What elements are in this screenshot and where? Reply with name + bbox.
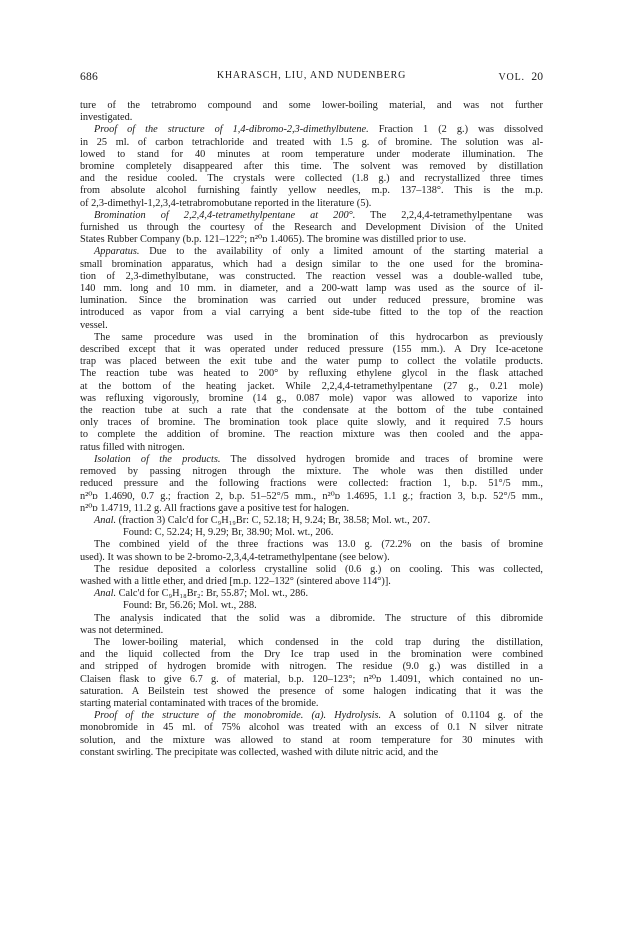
text-line xyxy=(80,722,543,734)
text-line xyxy=(80,246,543,258)
text-line xyxy=(80,100,543,112)
line-text: Found: Br, 56.26; Mol. wt., 288. xyxy=(123,600,257,612)
text-line xyxy=(80,478,543,490)
paragraph-p7 xyxy=(80,527,543,539)
text-line xyxy=(80,356,543,368)
paragraph-p0 xyxy=(80,100,543,124)
line-text: of 2,3-dimethyl-1,2,3,4-tetrabromobutane reported in the literature (5). xyxy=(80,197,372,209)
line-text: the reaction tube at such a rate that the condensate at the bottom of the tube contained xyxy=(80,405,543,417)
line-text: at the bottom of the heating jacket. While 2,2,4,4-tetramethylpentane (27 g., 0.21 mole) xyxy=(80,380,543,392)
line-text: furnished us through the courtesy of the Research and Development Division of the United xyxy=(80,222,543,234)
line-text: removed by passing nitrogen through the mixture. The whole was then distilled under xyxy=(80,466,543,478)
text-line xyxy=(80,234,543,246)
line-text: tion of 2,3-dimethylbutane, was constructed. The reaction vessel was a double-walled tube, xyxy=(80,270,543,282)
text-line xyxy=(80,710,543,722)
text-line xyxy=(80,613,543,625)
line-text: The combined yield of the three fractions was 13.0 g. (72.2% on the basis of bromine xyxy=(94,539,543,551)
running-header xyxy=(80,70,543,86)
text-line xyxy=(80,625,543,637)
line-text: monobromide in 45 ml. of 75% alcohol was treated with an excess of 0.1 N silver nitrate xyxy=(80,722,543,734)
text-line xyxy=(80,210,543,222)
paragraph-p4 xyxy=(80,332,543,454)
run-in-heading: Isolation of the products. xyxy=(94,453,221,465)
text-line xyxy=(80,429,543,441)
text-line xyxy=(80,515,543,527)
text-line xyxy=(80,600,543,612)
text-line xyxy=(80,539,543,551)
line-text: Found: C, 52.24; H, 9.29; Br, 38.90; Mol. wt., 206. xyxy=(123,527,334,539)
text-line xyxy=(80,259,543,271)
line-text: ture of the tetrabromo compound and some lower-boiling material, and was not further xyxy=(80,100,543,111)
text-line xyxy=(80,442,543,454)
line-text: The 2,2,4,4-tetramethylpentane was xyxy=(355,209,543,221)
text-line xyxy=(80,344,543,356)
line-text: Fraction 1 (2 g.) was dissolved xyxy=(368,124,543,136)
run-in-heading: Apparatus. xyxy=(94,246,140,258)
line-text: was refluxing vigorously, bromine (14 g., 0.087 mole) vapor was allowed to vaporize into xyxy=(80,392,543,404)
text-line xyxy=(80,137,543,149)
volume-number: 20 xyxy=(531,70,543,83)
text-line xyxy=(80,564,543,576)
text-line xyxy=(80,295,543,307)
line-text: (fraction 3) Calc'd for C₉H₁₉Br: C, 52.18; H, 9.24; Br, 38.58; Mol. wt., 207. xyxy=(116,514,431,526)
line-text: vessel. xyxy=(80,319,108,331)
running-header-authors: KHARASCH, LIU, AND NUDENBERG xyxy=(216,70,407,81)
text-line xyxy=(80,686,543,698)
line-text: lowed to stand for 40 minutes at room temperature under moderate illumination. The xyxy=(80,148,543,160)
text-line xyxy=(80,112,543,124)
text-line xyxy=(80,735,543,747)
text-line xyxy=(80,198,543,210)
paragraph-p13 xyxy=(80,637,543,710)
text-line xyxy=(80,491,543,503)
text-line xyxy=(80,332,543,344)
line-text: reduced pressure and the following fractions were collected: fraction 1, b.p. 51°/5 mm., xyxy=(80,478,543,490)
line-text: only traces of bromine. The bromination took place quite slowly, and it required 7.5 hours xyxy=(80,417,543,429)
line-text: A solution of 0.1104 g. of the xyxy=(381,710,543,722)
line-text: The lower-boiling material, which condensed in the cold trap during the distillation, xyxy=(94,636,543,648)
run-in-heading: Anal. xyxy=(94,588,117,600)
text-line xyxy=(80,588,543,600)
line-text: used). It was shown to be 2-bromo-2,3,4,4-tetramethylpentane (see below). xyxy=(80,551,390,563)
line-text: and the liquid collected from the Dry Ice trap used in the bromination were combined xyxy=(80,649,543,661)
text-line xyxy=(80,503,543,515)
article-body xyxy=(80,100,543,759)
paragraph-p12 xyxy=(80,613,543,637)
line-text: n²⁰ᴅ 1.4690, 0.7 g.; fraction 2, b.p. 51–52°/5 mm., n²⁰ᴅ 1.4695, 1.1 g.; fraction 3, b.p. 52°/5 mm., xyxy=(80,490,543,502)
text-line xyxy=(80,393,543,405)
paragraph-p5 xyxy=(80,454,543,515)
line-text: in 25 ml. of carbon tetrachloride and treated with 1.5 g. of bromine. The solution was al- xyxy=(80,136,543,148)
line-text: lumination. Since the bromination was carried out under reduced pressure, bromine was xyxy=(80,295,543,307)
line-text: to complete the addition of bromine. The reaction mixture was then cooled and the appa- xyxy=(80,429,543,441)
line-text: ratus filled with nitrogen. xyxy=(80,441,185,453)
text-line xyxy=(80,649,543,661)
line-text: Due to the availability of only a limited amount of the starting material a xyxy=(139,246,543,258)
run-in-heading: Proof of the structure of the monobromide. (a). Hydrolysis. xyxy=(94,710,382,722)
line-text: bromine completely disappeared after this time. The solvent was removed by distillation xyxy=(80,161,543,173)
line-text: Calc'd for C₉H₁₈Br₂: Br, 55.87; Mol. wt., 286. xyxy=(116,588,309,600)
text-line xyxy=(80,173,543,185)
line-text: 140 mm. long and 10 mm. in diameter, and a 200-watt lamp was used as the source of il- xyxy=(80,283,543,295)
line-text: Claisen flask to give 6.7 g. of material, b.p. 120–123°; n²⁰ᴅ 1.4091, which contained no un- xyxy=(80,673,543,685)
text-line xyxy=(80,320,543,332)
line-text: The analysis indicated that the solid was a dibromide. The structure of this dibromide xyxy=(94,612,543,624)
paragraph-p3 xyxy=(80,246,543,331)
text-line xyxy=(80,552,543,564)
line-text: and the residue cooled. The crystals were collected (1.8 g.) and recrystallized three times xyxy=(80,173,543,185)
page-number: 686 xyxy=(80,70,98,83)
text-line xyxy=(80,747,543,759)
line-text: from absolute alcohol furnishing faintly yellow needles, m.p. 137–138°. This is the m.p. xyxy=(80,185,543,197)
text-line xyxy=(80,661,543,673)
text-line xyxy=(80,466,543,478)
text-line xyxy=(80,417,543,429)
paragraph-p10 xyxy=(80,588,543,600)
line-text: solution, and the mixture was allowed to stand at room temperature for 30 minutes with xyxy=(80,734,543,746)
line-text: n²⁰ᴅ 1.4719, 11.2 g. All fractions gave a positive test for halogen. xyxy=(80,502,350,514)
text-line xyxy=(80,405,543,417)
text-line xyxy=(80,271,543,283)
line-text: The residue deposited a colorless crystalline solid (0.6 g.) on cooling. This was collected, xyxy=(94,563,543,575)
line-text: and stripped of hydrogen bromide with nitrogen. The residue (9.0 g.) was distilled in a xyxy=(80,661,543,673)
volume-label xyxy=(499,70,543,83)
volume-label-text: VOL. xyxy=(498,72,525,83)
text-line xyxy=(80,674,543,686)
line-text: trap was placed between the exit tube and the water pump to collect the volatile products. xyxy=(80,356,543,368)
line-text: The same procedure was used in the bromination of this hydrocarbon as previously xyxy=(94,331,543,343)
paragraph-p1 xyxy=(80,124,543,209)
text-line xyxy=(80,637,543,649)
line-text: starting material contaminated with traces of the bromide. xyxy=(80,697,319,709)
text-line xyxy=(80,283,543,295)
text-line xyxy=(80,222,543,234)
line-text: small bromination apparatus, which had a design similar to the one used for the bromina- xyxy=(80,258,543,270)
text-line xyxy=(80,368,543,380)
text-line xyxy=(80,161,543,173)
line-text: washed with a little ether, and dried [m.p. 122–132° (sintered above 114°)]. xyxy=(80,575,391,587)
text-line xyxy=(80,698,543,710)
text-line xyxy=(80,185,543,197)
run-in-heading: Bromination of 2,2,4,4-tetramethylpentane at 200°. xyxy=(94,209,356,221)
line-text: The dissolved hydrogen bromide and traces of bromine were xyxy=(220,453,543,465)
paragraph-p6 xyxy=(80,515,543,527)
text-line xyxy=(80,149,543,161)
line-text: introduced as vapor from a vial carrying a bent side-tube fitted to the top of the reaction xyxy=(80,307,543,319)
line-text: The reaction tube was heated to 200° by refluxing ethylene glycol in the flask attached xyxy=(80,368,543,380)
text-line xyxy=(80,527,543,539)
run-in-heading: Proof of the structure of 1,4-dibromo-2,3-dimethylbutene. xyxy=(94,124,369,136)
paragraph-p14 xyxy=(80,710,543,759)
text-line xyxy=(80,381,543,393)
paragraph-p2 xyxy=(80,210,543,247)
text-line xyxy=(80,454,543,466)
text-line xyxy=(80,124,543,136)
line-text: constant swirling. The precipitate was collected, washed with dilute nitric acid, and the xyxy=(80,746,439,758)
text-line xyxy=(80,576,543,588)
paragraph-p11 xyxy=(80,600,543,612)
line-text: States Rubber Company (b.p. 121–122°; n²⁰ᴅ 1.4065). The bromine was distilled prior to use. xyxy=(80,234,467,246)
run-in-heading: Anal. xyxy=(94,514,117,526)
line-text: saturation. A Beilstein test showed the presence of some halogen indicating that it was the xyxy=(80,685,543,697)
line-text: investigated. xyxy=(80,112,133,124)
text-line xyxy=(80,307,543,319)
line-text: described except that it was operated under reduced pressure (155 mm.). A Dry Ice-acetone xyxy=(80,344,543,356)
paragraph-p9 xyxy=(80,564,543,588)
line-text: was not determined. xyxy=(80,624,164,636)
paragraph-p8 xyxy=(80,539,543,563)
